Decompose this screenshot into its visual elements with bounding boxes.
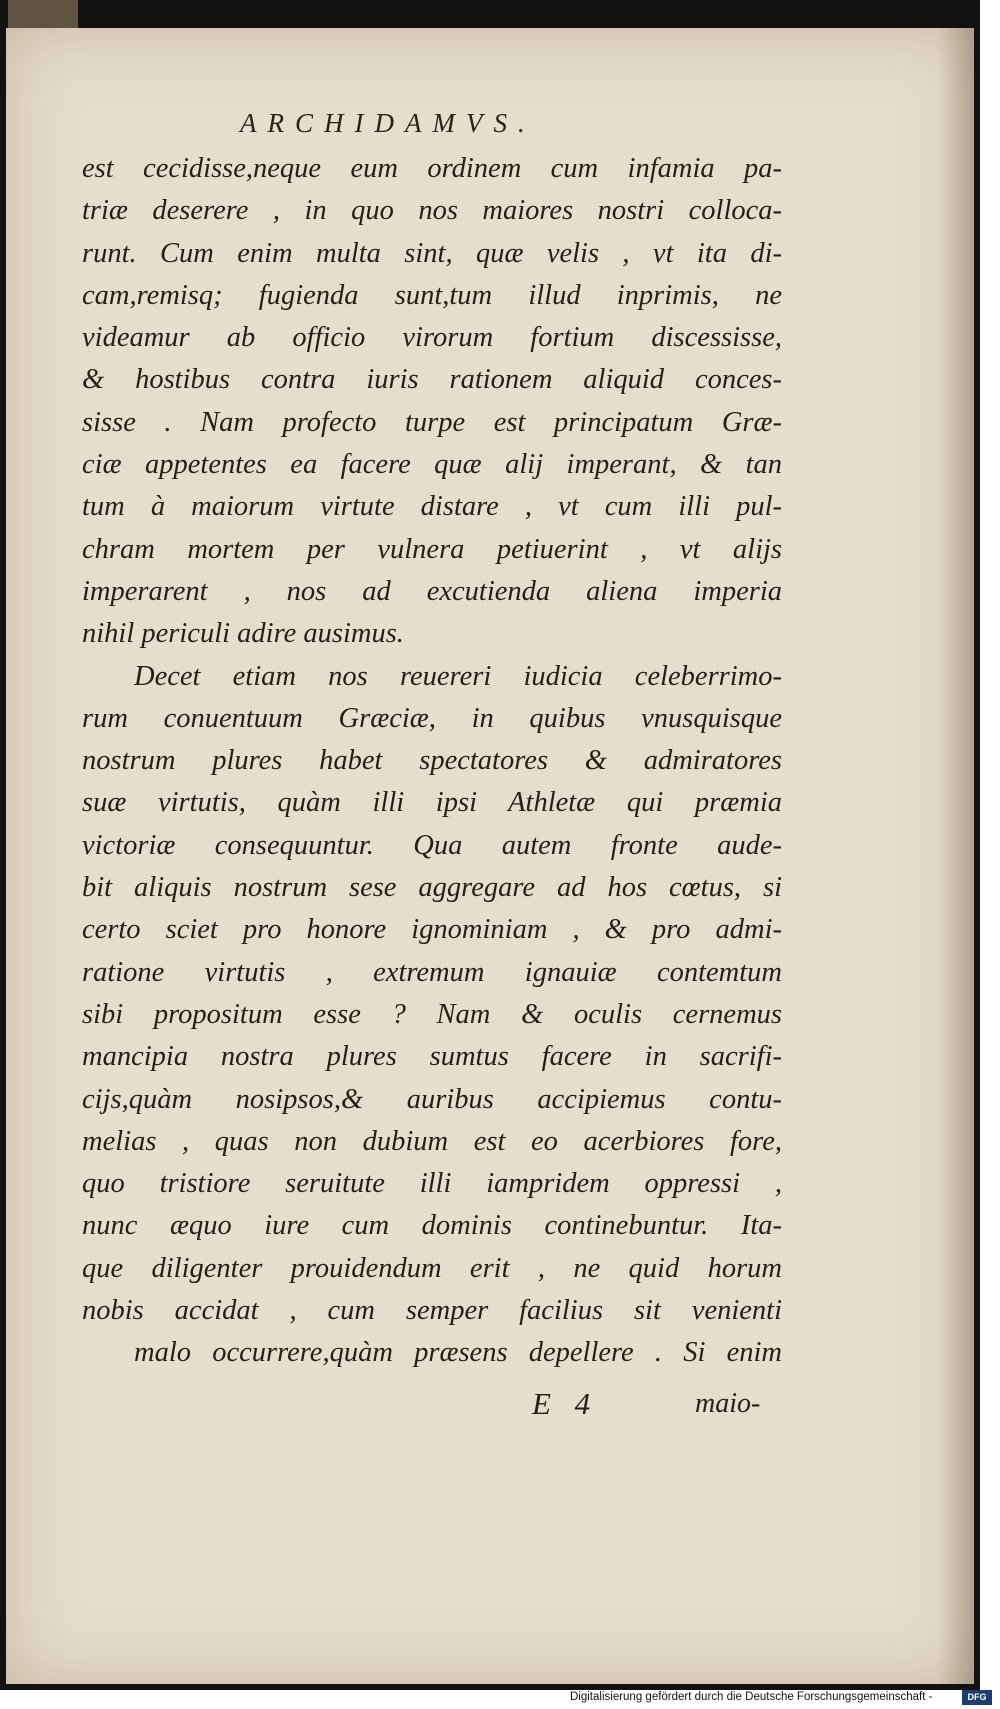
text-line: suæ virtutis, quàm illi ipsi Athletæ qui præmia	[82, 787, 782, 819]
text-line: malo occurrere,quàm præsens depellere . Si enim	[134, 1337, 782, 1369]
text-line: sibi propositum esse ? Nam & oculis cernemus	[82, 998, 782, 1030]
text-block	[82, 148, 782, 1375]
text-line: runt. Cum enim multa sint, quæ velis , vt ita di-	[82, 237, 782, 269]
signature-mark: E 4	[532, 1386, 599, 1421]
text-line: videamur ab officio virorum fortium discessisse,	[82, 322, 782, 354]
text-line: chram mortem per vulnera petiuerint , vt alijs	[82, 533, 782, 565]
text-line: imperarent , nos ad excutienda aliena imperia	[82, 575, 782, 607]
text-line: tum à maiorum virtute distare , vt cum illi pul-	[82, 491, 782, 523]
text-line: bit aliquis nostrum sese aggregare ad hos cœtus, si	[82, 872, 782, 904]
text-line: cam,remisq; fugienda sunt,tum illud inprimis, ne	[82, 279, 782, 311]
text-line: rum conuentuum Græciæ, in quibus vnusquisque	[82, 702, 782, 734]
text-line: melias , quas non dubium est eo acerbiores fore,	[82, 1125, 782, 1157]
page-edge-shadow	[938, 28, 974, 1684]
running-head: ARCHIDAMVS.	[240, 108, 536, 138]
text-line: que diligenter prouidendum erit , ne quid horum	[82, 1252, 782, 1284]
text-line: ciæ appetentes ea facere quæ alij imperant, & tan	[82, 449, 782, 481]
scan-corner-tab	[8, 0, 78, 28]
text-line: quo tristiore seruitute illi iampridem oppressi ,	[82, 1168, 782, 1200]
text-line: nunc æquo iure cum dominis continebuntur. Ita-	[82, 1210, 782, 1242]
text-line: nostrum plures habet spectatores & admiratores	[82, 745, 782, 777]
text-line: est cecidisse,neque eum ordinem cum infamia pa-	[82, 153, 782, 184]
footer-credit: Digitalisierung gefördert durch die Deutsche Forschungsgemeinschaft -	[570, 1691, 933, 1703]
text-line: mancipia nostra plures sumtus facere in sacrifi-	[82, 1041, 782, 1073]
dfg-logo: DFG	[962, 1690, 992, 1705]
text-line: nobis accidat , cum semper facilius sit venienti	[82, 1295, 782, 1327]
text-line: victoriæ consequuntur. Qua autem fronte aude-	[82, 829, 782, 861]
text-line: nihil periculi adire ausimus.	[82, 618, 404, 650]
text-line: ratione virtutis , extremum ignauiæ contemtum	[82, 956, 782, 988]
text-line: cijs,quàm nosipsos,& auribus accipiemus contu-	[82, 1083, 782, 1115]
catchword: maio-	[695, 1388, 761, 1419]
text-line: certo sciet pro honore ignominiam , & pro admi-	[82, 914, 782, 946]
text-line: & hostibus contra iuris rationem aliquid conces-	[82, 364, 782, 396]
text-line: Decet etiam nos reuereri iudicia celeberrimo-	[134, 660, 782, 692]
text-line: triæ deserere , in quo nos maiores nostri colloca-	[82, 195, 782, 227]
text-line: sisse . Nam profecto turpe est principatum Græ-	[82, 406, 782, 438]
